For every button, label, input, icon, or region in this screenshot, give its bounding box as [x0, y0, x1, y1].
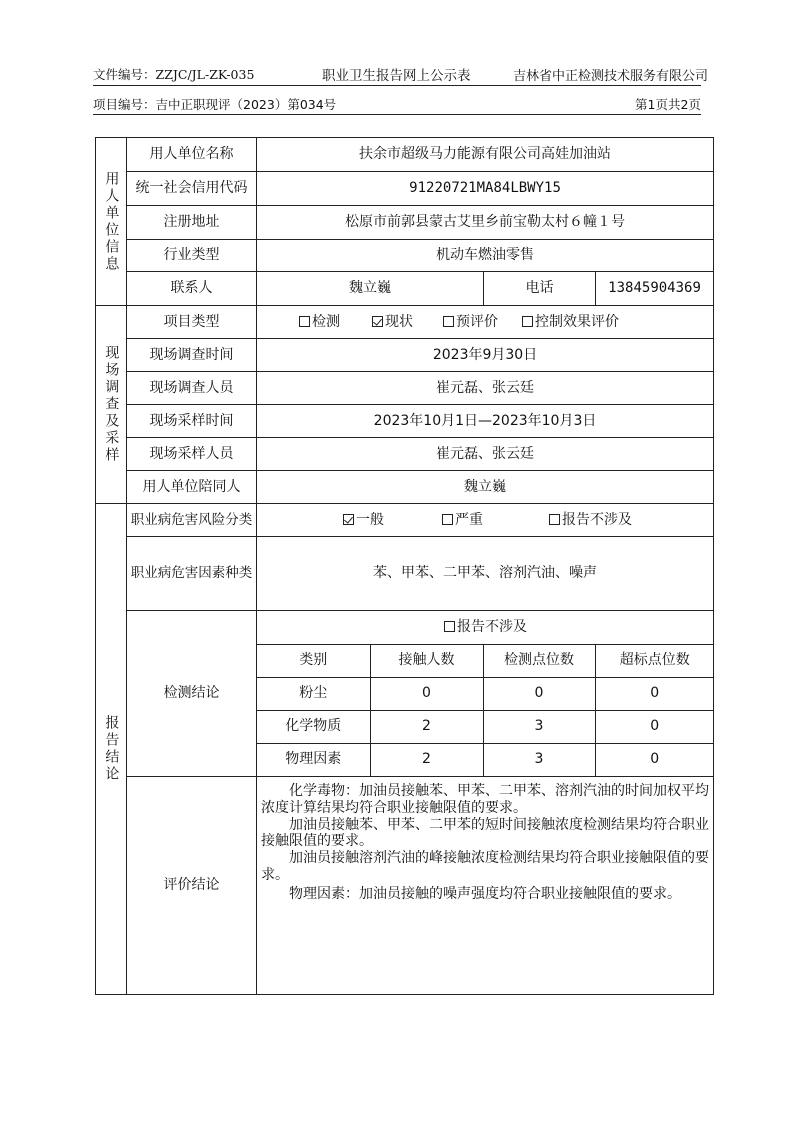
detection-cell-exposed: 0 — [370, 677, 483, 710]
row-sampling-staff — [96, 438, 714, 471]
sampling-staff-label: 现场采样人员 — [127, 438, 257, 471]
evaluation-paragraph: 物理因素：加油员接触的噪声强度均符合职业接触限值的要求。 — [289, 885, 681, 902]
detection-cell-exceeding: 0 — [595, 677, 714, 710]
header-divider — [93, 85, 701, 86]
row-survey-staff — [96, 372, 714, 405]
checkbox-control-effect[interactable] — [522, 316, 533, 327]
option-control-effect[interactable] — [522, 314, 619, 331]
detection-cell-exceeding: 0 — [595, 743, 714, 776]
row-sampling-time — [96, 405, 714, 438]
project-number — [93, 95, 336, 113]
company-name: 吉林省中正检测技术服务有限公司 — [513, 69, 709, 84]
risk-label: 职业病危害风险分类 — [127, 504, 257, 537]
credit-code-label: 统一社会信用代码 — [127, 172, 257, 206]
escort-label: 用人单位陪同人 — [127, 471, 257, 504]
detection-header: 超标点位数 — [595, 644, 714, 677]
checkbox-detection[interactable] — [299, 316, 310, 327]
project-type-options — [257, 306, 714, 339]
row-evaluation — [96, 777, 714, 995]
checkbox-not-involved[interactable] — [549, 514, 560, 525]
contact: 魏立巍 — [257, 272, 484, 306]
option-detection[interactable] — [299, 314, 340, 331]
detection-not-involved-label: 报告不涉及 — [457, 618, 527, 635]
address: 松原市前郭县蒙古艾里乡前宝勒太村６幢１号 — [257, 206, 714, 240]
table-row — [257, 710, 714, 743]
option-label: 控制效果评价 — [535, 313, 619, 330]
project-number-label: 项目编号： — [93, 97, 156, 112]
risk-options — [257, 504, 714, 537]
detection-header: 接触人数 — [370, 644, 483, 677]
detection-header: 类别 — [257, 644, 370, 677]
employer-name: 扶余市超级马力能源有限公司高娃加油站 — [257, 138, 714, 172]
project-number-value: 吉中正职现评（2023）第034号 — [155, 97, 337, 112]
escort: 魏立巍 — [257, 471, 714, 504]
detection-cell — [257, 611, 714, 777]
option-label: 检测 — [312, 313, 340, 330]
survey-staff: 崔元磊、张云廷 — [257, 372, 714, 405]
checkbox-pre-evaluation[interactable] — [443, 316, 454, 327]
detection-not-involved[interactable] — [257, 611, 714, 644]
survey-time: 2023年9月30日 — [257, 339, 714, 372]
evaluation-paragraph: 加油员接触苯、甲苯、二甲苯的短时间接触浓度检测结果均符合职业接触限值的要求。 — [261, 816, 709, 850]
detection-cell-category: 粉尘 — [257, 677, 370, 710]
row-industry — [96, 240, 714, 272]
file-number-label: 文件编号： — [93, 67, 156, 82]
option-label: 报告不涉及 — [562, 511, 632, 528]
option-pre-evaluation[interactable] — [443, 314, 498, 331]
section-employer: 用人单位信息 — [96, 138, 127, 306]
option-not-involved[interactable] — [549, 512, 632, 529]
detection-header: 检测点位数 — [483, 644, 595, 677]
evaluation-paragraph: 化学毒物：加油员接触苯、甲苯、二甲苯、溶剂汽油的时间加权平均浓度计算结果均符合职业接触限值的要求。 — [261, 783, 709, 816]
evaluation-text — [257, 777, 714, 995]
evaluation-paragraph: 加油员接触溶剂汽油的峰接触浓度检测结果均符合职业接触限值的要求。 — [261, 850, 709, 883]
detection-cell-category: 化学物质 — [257, 710, 370, 743]
row-contact — [96, 272, 714, 306]
option-serious[interactable] — [442, 512, 483, 529]
checkbox-status[interactable] — [372, 316, 383, 327]
row-survey-time — [96, 339, 714, 372]
credit-code: 91220721MA84LBWY15 — [257, 172, 714, 206]
section-report: 报告结论 — [96, 504, 127, 995]
factors: 苯、甲苯、二甲苯、溶剂汽油、噪声 — [257, 537, 714, 611]
section-survey: 现场调查及采样 — [96, 306, 127, 504]
file-number — [93, 65, 254, 83]
industry: 机动车燃油零售 — [257, 240, 714, 272]
detection-cell-exposed: 2 — [370, 743, 483, 776]
row-risk — [96, 504, 714, 537]
survey-staff-label: 现场调查人员 — [127, 372, 257, 405]
sampling-time-label: 现场采样时间 — [127, 405, 257, 438]
checkbox-general[interactable] — [343, 514, 354, 525]
contact-label: 联系人 — [127, 272, 257, 306]
option-label: 现状 — [385, 313, 413, 330]
phone: 13845904369 — [596, 272, 714, 306]
row-credit-code — [96, 172, 714, 206]
row-project-type — [96, 306, 714, 339]
row-escort — [96, 471, 714, 504]
document-title: 职业卫生报告网上公示表 — [322, 68, 471, 84]
table-row — [257, 743, 714, 776]
row-detection — [96, 611, 714, 777]
option-general[interactable] — [343, 512, 384, 529]
factors-label: 职业病危害因素种类 — [127, 537, 257, 611]
detection-not-involved-row — [257, 611, 714, 644]
table-row — [257, 677, 714, 710]
disclosure-table — [95, 137, 714, 995]
industry-label: 行业类型 — [127, 240, 257, 272]
checkbox-serious[interactable] — [442, 514, 453, 525]
header-divider-2 — [93, 114, 701, 115]
detection-cell-exceeding: 0 — [595, 710, 714, 743]
sampling-time: 2023年10月1日—2023年10月3日 — [257, 405, 714, 438]
detection-cell-points: 3 — [483, 710, 595, 743]
option-status[interactable] — [372, 314, 413, 331]
file-number-value: ZZJC/JL-ZK-035 — [155, 67, 255, 82]
option-label: 严重 — [455, 511, 483, 528]
detection-header-row — [257, 644, 714, 677]
detection-table — [257, 611, 714, 776]
evaluation-label: 评价结论 — [127, 777, 257, 995]
address-label: 注册地址 — [127, 206, 257, 240]
checkbox-detection-not-involved[interactable] — [444, 621, 455, 632]
detection-label: 检测结论 — [127, 611, 257, 777]
detection-cell-category: 物理因素 — [257, 743, 370, 776]
survey-time-label: 现场调查时间 — [127, 339, 257, 372]
detection-cell-points: 0 — [483, 677, 595, 710]
option-label: 预评价 — [456, 313, 498, 330]
phone-label: 电话 — [484, 272, 596, 306]
sampling-staff: 崔元磊、张云廷 — [257, 438, 714, 471]
employer-name-label: 用人单位名称 — [127, 138, 257, 172]
row-factors — [96, 537, 714, 611]
option-label: 一般 — [356, 511, 384, 528]
row-employer-name — [96, 138, 714, 172]
row-address — [96, 206, 714, 240]
detection-cell-points: 3 — [483, 743, 595, 776]
project-type-label: 项目类型 — [127, 306, 257, 339]
detection-cell-exposed: 2 — [370, 710, 483, 743]
page-info: 第1页共2页 — [635, 97, 701, 112]
